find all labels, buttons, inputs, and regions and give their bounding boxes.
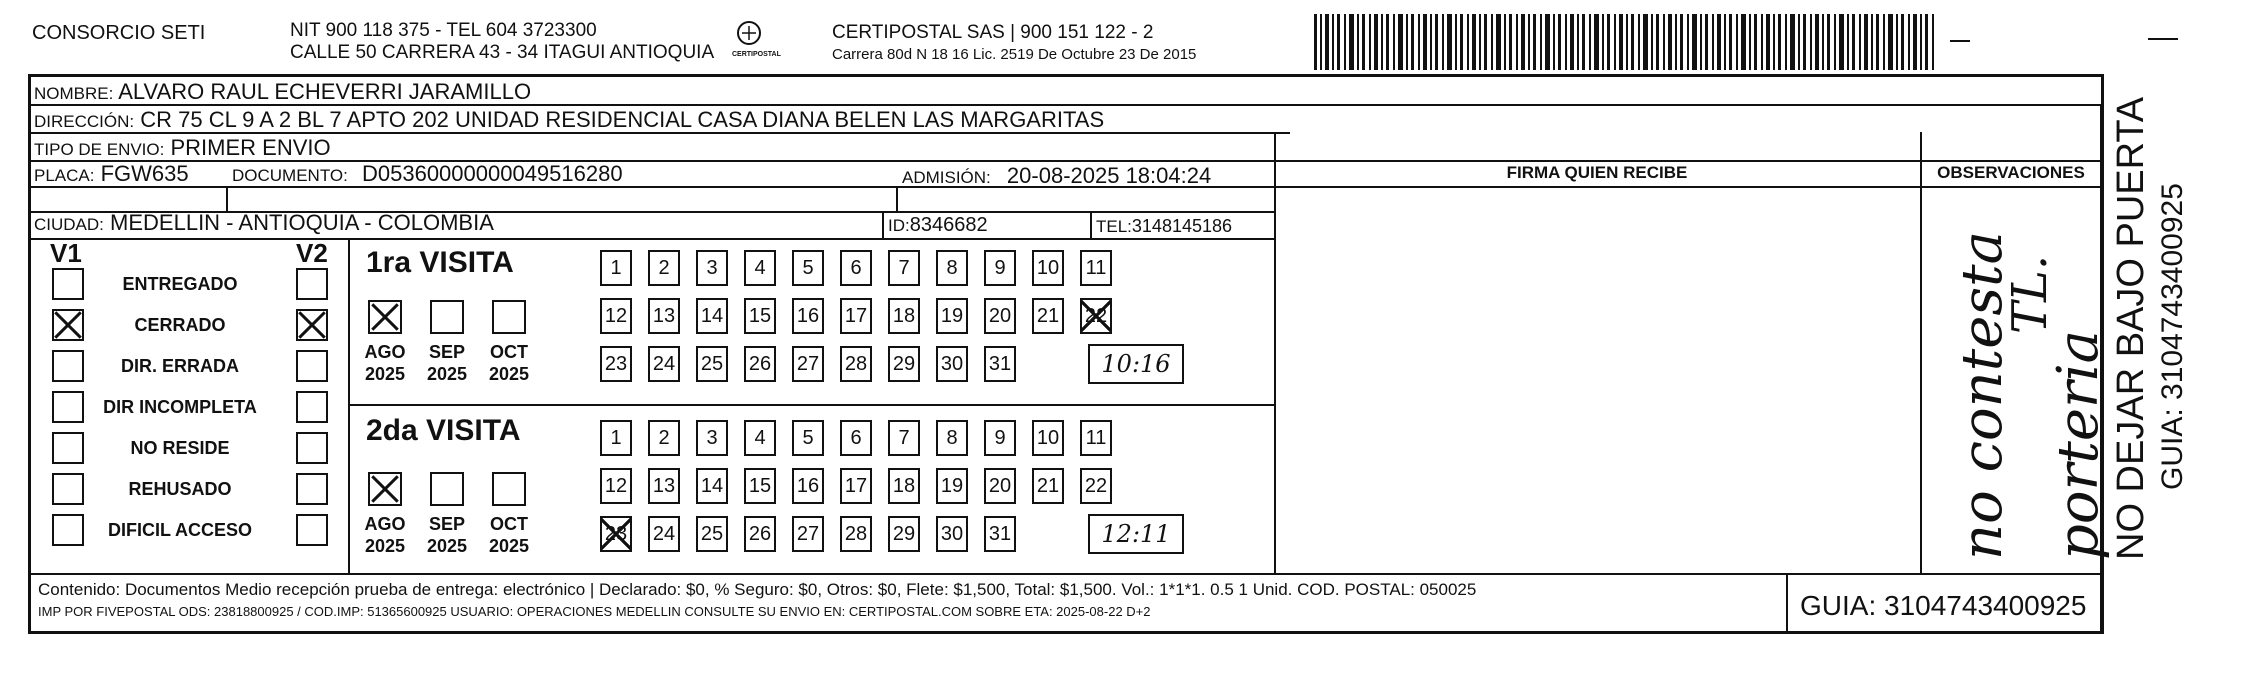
- day-box[interactable]: 17: [840, 468, 872, 504]
- v2-checkbox[interactable]: [296, 391, 328, 423]
- day-box[interactable]: 12: [600, 468, 632, 504]
- day-box[interactable]: 2: [648, 250, 680, 286]
- status-label: DIFICIL ACCESO: [107, 520, 252, 540]
- day-box[interactable]: 4: [744, 420, 776, 456]
- tel-label: TEL:: [1096, 217, 1132, 236]
- day-box[interactable]: 17: [840, 298, 872, 334]
- documento-row: [232, 161, 623, 189]
- certipostal-logo: [732, 20, 781, 58]
- day-box[interactable]: 11: [1080, 250, 1112, 286]
- day-box[interactable]: 20: [984, 468, 1016, 504]
- day-box[interactable]: 18: [888, 298, 920, 334]
- year-label: 2025: [488, 364, 530, 384]
- v1-checkbox[interactable]: [52, 473, 84, 505]
- tipo-label: TIPO DE ENVIO:: [34, 140, 165, 159]
- day-box[interactable]: 31: [984, 346, 1016, 382]
- month-checkbox[interactable]: [430, 472, 464, 506]
- admision-label: ADMISIÓN:: [902, 168, 991, 187]
- v2-checkbox[interactable]: [296, 473, 328, 505]
- footer-divider: [30, 573, 2102, 575]
- day-box[interactable]: 3: [696, 420, 728, 456]
- month-checkbox[interactable]: [368, 472, 402, 506]
- nit-line: NIT 900 118 375 - TEL 604 3723300: [290, 20, 597, 41]
- v1-checkbox[interactable]: [52, 350, 84, 382]
- day-box[interactable]: 18: [888, 468, 920, 504]
- placa-value: FGW635: [100, 161, 189, 186]
- day-box[interactable]: 26: [744, 516, 776, 552]
- day-box[interactable]: 1: [600, 250, 632, 286]
- id-label: ID:: [888, 216, 910, 235]
- day-box[interactable]: 30: [936, 516, 968, 552]
- day-box[interactable]: 13: [648, 468, 680, 504]
- company-address: CALLE 50 CARRERA 43 - 34 ITAGUI ANTIOQUIA: [290, 42, 715, 63]
- tel-row: [1096, 213, 1232, 240]
- day-box[interactable]: 15: [744, 298, 776, 334]
- nombre-value: ALVARO RAUL ECHEVERRI JARAMILLO: [118, 79, 532, 104]
- direccion-label: DIRECCIÓN:: [34, 112, 135, 131]
- day-box[interactable]: 16: [792, 298, 824, 334]
- v1-header: V1: [50, 238, 82, 268]
- visit-time: 10:16: [1088, 344, 1184, 384]
- day-box[interactable]: 21: [1032, 468, 1064, 504]
- v2-header: V2: [296, 238, 328, 268]
- firma-label: FIRMA QUIEN RECIBE: [1506, 163, 1688, 182]
- day-box[interactable]: 22: [1080, 468, 1112, 504]
- year-label: 2025: [488, 536, 530, 556]
- day-box[interactable]: 24: [648, 346, 680, 382]
- v2-checkbox[interactable]: [296, 432, 328, 464]
- visit-divider: [348, 404, 1274, 406]
- month-checkbox[interactable]: [368, 300, 402, 334]
- side-warning: NO DEJAR BAJO PUERTA: [2110, 96, 2152, 560]
- day-box[interactable]: 27: [792, 516, 824, 552]
- month-label: AGO: [364, 514, 406, 534]
- visit-time: 12:11: [1088, 514, 1184, 554]
- day-box[interactable]: 21: [1032, 298, 1064, 334]
- visit1-title: 1ra VISITA: [366, 246, 514, 279]
- status-divider: [348, 238, 350, 573]
- company-name: CONSORCIO SETI: [32, 22, 206, 44]
- day-box[interactable]: 31: [984, 516, 1016, 552]
- observation-handwriting-3: porteria: [2046, 329, 2111, 560]
- day-box[interactable]: 23: [600, 516, 632, 552]
- day-box[interactable]: 29: [888, 516, 920, 552]
- footer-print-info: IMP POR FIVEPOSTAL ODS: 23818800925 / COD.IMP: 51365600925 USUARIO: OPERACIONES MEDELLIN CONSULTE SU ENVIO EN: CERTIPOSTAL.COM SOBRE ETA: 2025-08-22 D+2: [38, 604, 1151, 619]
- day-box[interactable]: 27: [792, 346, 824, 382]
- day-box[interactable]: 6: [840, 420, 872, 456]
- documento-value: D05360000000049516280: [361, 161, 623, 186]
- day-box[interactable]: 19: [936, 298, 968, 334]
- day-box[interactable]: 7: [888, 420, 920, 456]
- v1-checkbox[interactable]: [52, 309, 84, 341]
- direccion-value: CR 75 CL 9 A 2 BL 7 APTO 202 UNIDAD RESIDENCIAL CASA DIANA BELEN LAS MARGARITAS: [140, 107, 1105, 132]
- day-box[interactable]: 28: [840, 516, 872, 552]
- footer-guia: GUIA: 3104743400925: [1800, 590, 2087, 621]
- documento-label: DOCUMENTO:: [232, 166, 348, 185]
- status-label: DIR INCOMPLETA: [103, 397, 257, 417]
- tel-value: 3148145186: [1131, 216, 1233, 236]
- year-label: 2025: [426, 364, 468, 384]
- year-label: 2025: [426, 536, 468, 556]
- status-label: CERRADO: [134, 315, 226, 335]
- day-box[interactable]: 10: [1032, 420, 1064, 456]
- cell-divider: [882, 211, 884, 238]
- day-box[interactable]: 20: [984, 298, 1016, 334]
- day-box[interactable]: 12: [600, 298, 632, 334]
- day-box[interactable]: 4: [744, 250, 776, 286]
- day-box[interactable]: 9: [984, 420, 1016, 456]
- day-box[interactable]: 14: [696, 298, 728, 334]
- status-label: ENTREGADO: [122, 274, 238, 294]
- observations-divider: [1920, 132, 1922, 573]
- side-guia: GUIA: 3104743400925: [2156, 183, 2189, 490]
- day-box[interactable]: 25: [696, 516, 728, 552]
- day-box[interactable]: 10: [1032, 250, 1064, 286]
- month-label: SEP: [428, 342, 466, 362]
- footer-guia-divider: [1786, 573, 1788, 634]
- day-box[interactable]: 28: [840, 346, 872, 382]
- visit2-title: 2da VISITA: [366, 414, 521, 447]
- day-box[interactable]: 22: [1080, 298, 1112, 334]
- placa-row: [34, 161, 189, 189]
- logo-text: CERTIPOSTAL: [732, 51, 781, 58]
- day-box[interactable]: 7: [888, 250, 920, 286]
- id-row: [888, 212, 988, 239]
- ciudad-value: MEDELLIN - ANTIOQUIA - COLOMBIA: [110, 210, 494, 235]
- day-box[interactable]: 16: [792, 468, 824, 504]
- day-box[interactable]: 14: [696, 468, 728, 504]
- month-checkbox[interactable]: [430, 300, 464, 334]
- status-label: DIR. ERRADA: [120, 356, 239, 376]
- month-label: SEP: [428, 514, 466, 534]
- nombre-label: NOMBRE:: [34, 84, 114, 103]
- admision-value: 20-08-2025 18:04:24: [1006, 163, 1212, 188]
- day-box[interactable]: 23: [600, 346, 632, 382]
- day-box[interactable]: 5: [792, 250, 824, 286]
- direccion-row: [34, 107, 1104, 135]
- day-box[interactable]: 8: [936, 420, 968, 456]
- signature-divider: [1274, 132, 1276, 573]
- cell-divider: [896, 186, 898, 211]
- day-box[interactable]: 25: [696, 346, 728, 382]
- month-checkbox[interactable]: [492, 472, 526, 506]
- month-label: AGO: [364, 342, 406, 362]
- day-box[interactable]: 9: [984, 250, 1016, 286]
- placa-label: PLACA:: [34, 166, 95, 185]
- month-label: OCT: [490, 342, 528, 362]
- certipostal-line: CERTIPOSTAL SAS | 900 151 122 - 2: [832, 22, 1154, 43]
- ciudad-label: CIUDAD:: [34, 215, 104, 234]
- v2-checkbox[interactable]: [296, 309, 328, 341]
- day-box[interactable]: 19: [936, 468, 968, 504]
- day-box[interactable]: 2: [648, 420, 680, 456]
- year-label: 2025: [364, 536, 406, 556]
- cell-divider: [226, 186, 228, 211]
- month-checkbox[interactable]: [492, 300, 526, 334]
- ciudad-row: [34, 210, 494, 238]
- tipo-value: PRIMER ENVIO: [170, 135, 331, 160]
- v1-checkbox[interactable]: [52, 432, 84, 464]
- v1-checkbox[interactable]: [52, 268, 84, 300]
- status-label: REHUSADO: [128, 479, 232, 499]
- license-line: Carrera 80d N 18 16 Lic. 2519 De Octubre 23 De 2015: [832, 46, 1197, 63]
- day-box[interactable]: 13: [648, 298, 680, 334]
- day-box[interactable]: 26: [744, 346, 776, 382]
- day-box[interactable]: 11: [1080, 420, 1112, 456]
- footer-content: Contenido: Documentos Medio recepción prueba de entrega: electrónico | Declarado: $0, % Seguro: $0, Otros: $0, Flete: $1,500, Total: $1,500. Vol.: 1*1*1. 0.5 1 Unid. COD. POSTAL: 050025: [38, 580, 1477, 599]
- status-label: NO RESIDE: [130, 438, 230, 458]
- month-label: OCT: [490, 514, 528, 534]
- v2-checkbox[interactable]: [296, 350, 328, 382]
- day-box[interactable]: 15: [744, 468, 776, 504]
- tipo-row: [34, 135, 331, 163]
- cell-divider: [1090, 211, 1092, 238]
- corner-dash: [2148, 38, 2178, 40]
- shipping-form: [28, 74, 2104, 634]
- v2-checkbox[interactable]: [296, 514, 328, 546]
- nombre-row: [34, 79, 531, 107]
- day-box[interactable]: 1: [600, 420, 632, 456]
- day-box[interactable]: 3: [696, 250, 728, 286]
- v2-checkbox[interactable]: [296, 268, 328, 300]
- v1-checkbox[interactable]: [52, 391, 84, 423]
- row-divider: [30, 238, 1274, 240]
- barcode-dash: [1950, 40, 1970, 42]
- observaciones-label: OBSERVACIONES: [1937, 163, 2085, 182]
- observation-handwriting-2: TL.: [2002, 254, 2058, 334]
- day-box[interactable]: 5: [792, 420, 824, 456]
- barcode: [1314, 14, 1944, 70]
- day-box[interactable]: 24: [648, 516, 680, 552]
- admision-row: [902, 163, 1211, 191]
- day-box[interactable]: 6: [840, 250, 872, 286]
- year-label: 2025: [364, 364, 406, 384]
- day-box[interactable]: 30: [936, 346, 968, 382]
- observation-handwriting-1: no contesta: [1950, 231, 2015, 560]
- day-box[interactable]: 8: [936, 250, 968, 286]
- id-value: 8346682: [909, 214, 988, 236]
- day-box[interactable]: 29: [888, 346, 920, 382]
- v1-checkbox[interactable]: [52, 514, 84, 546]
